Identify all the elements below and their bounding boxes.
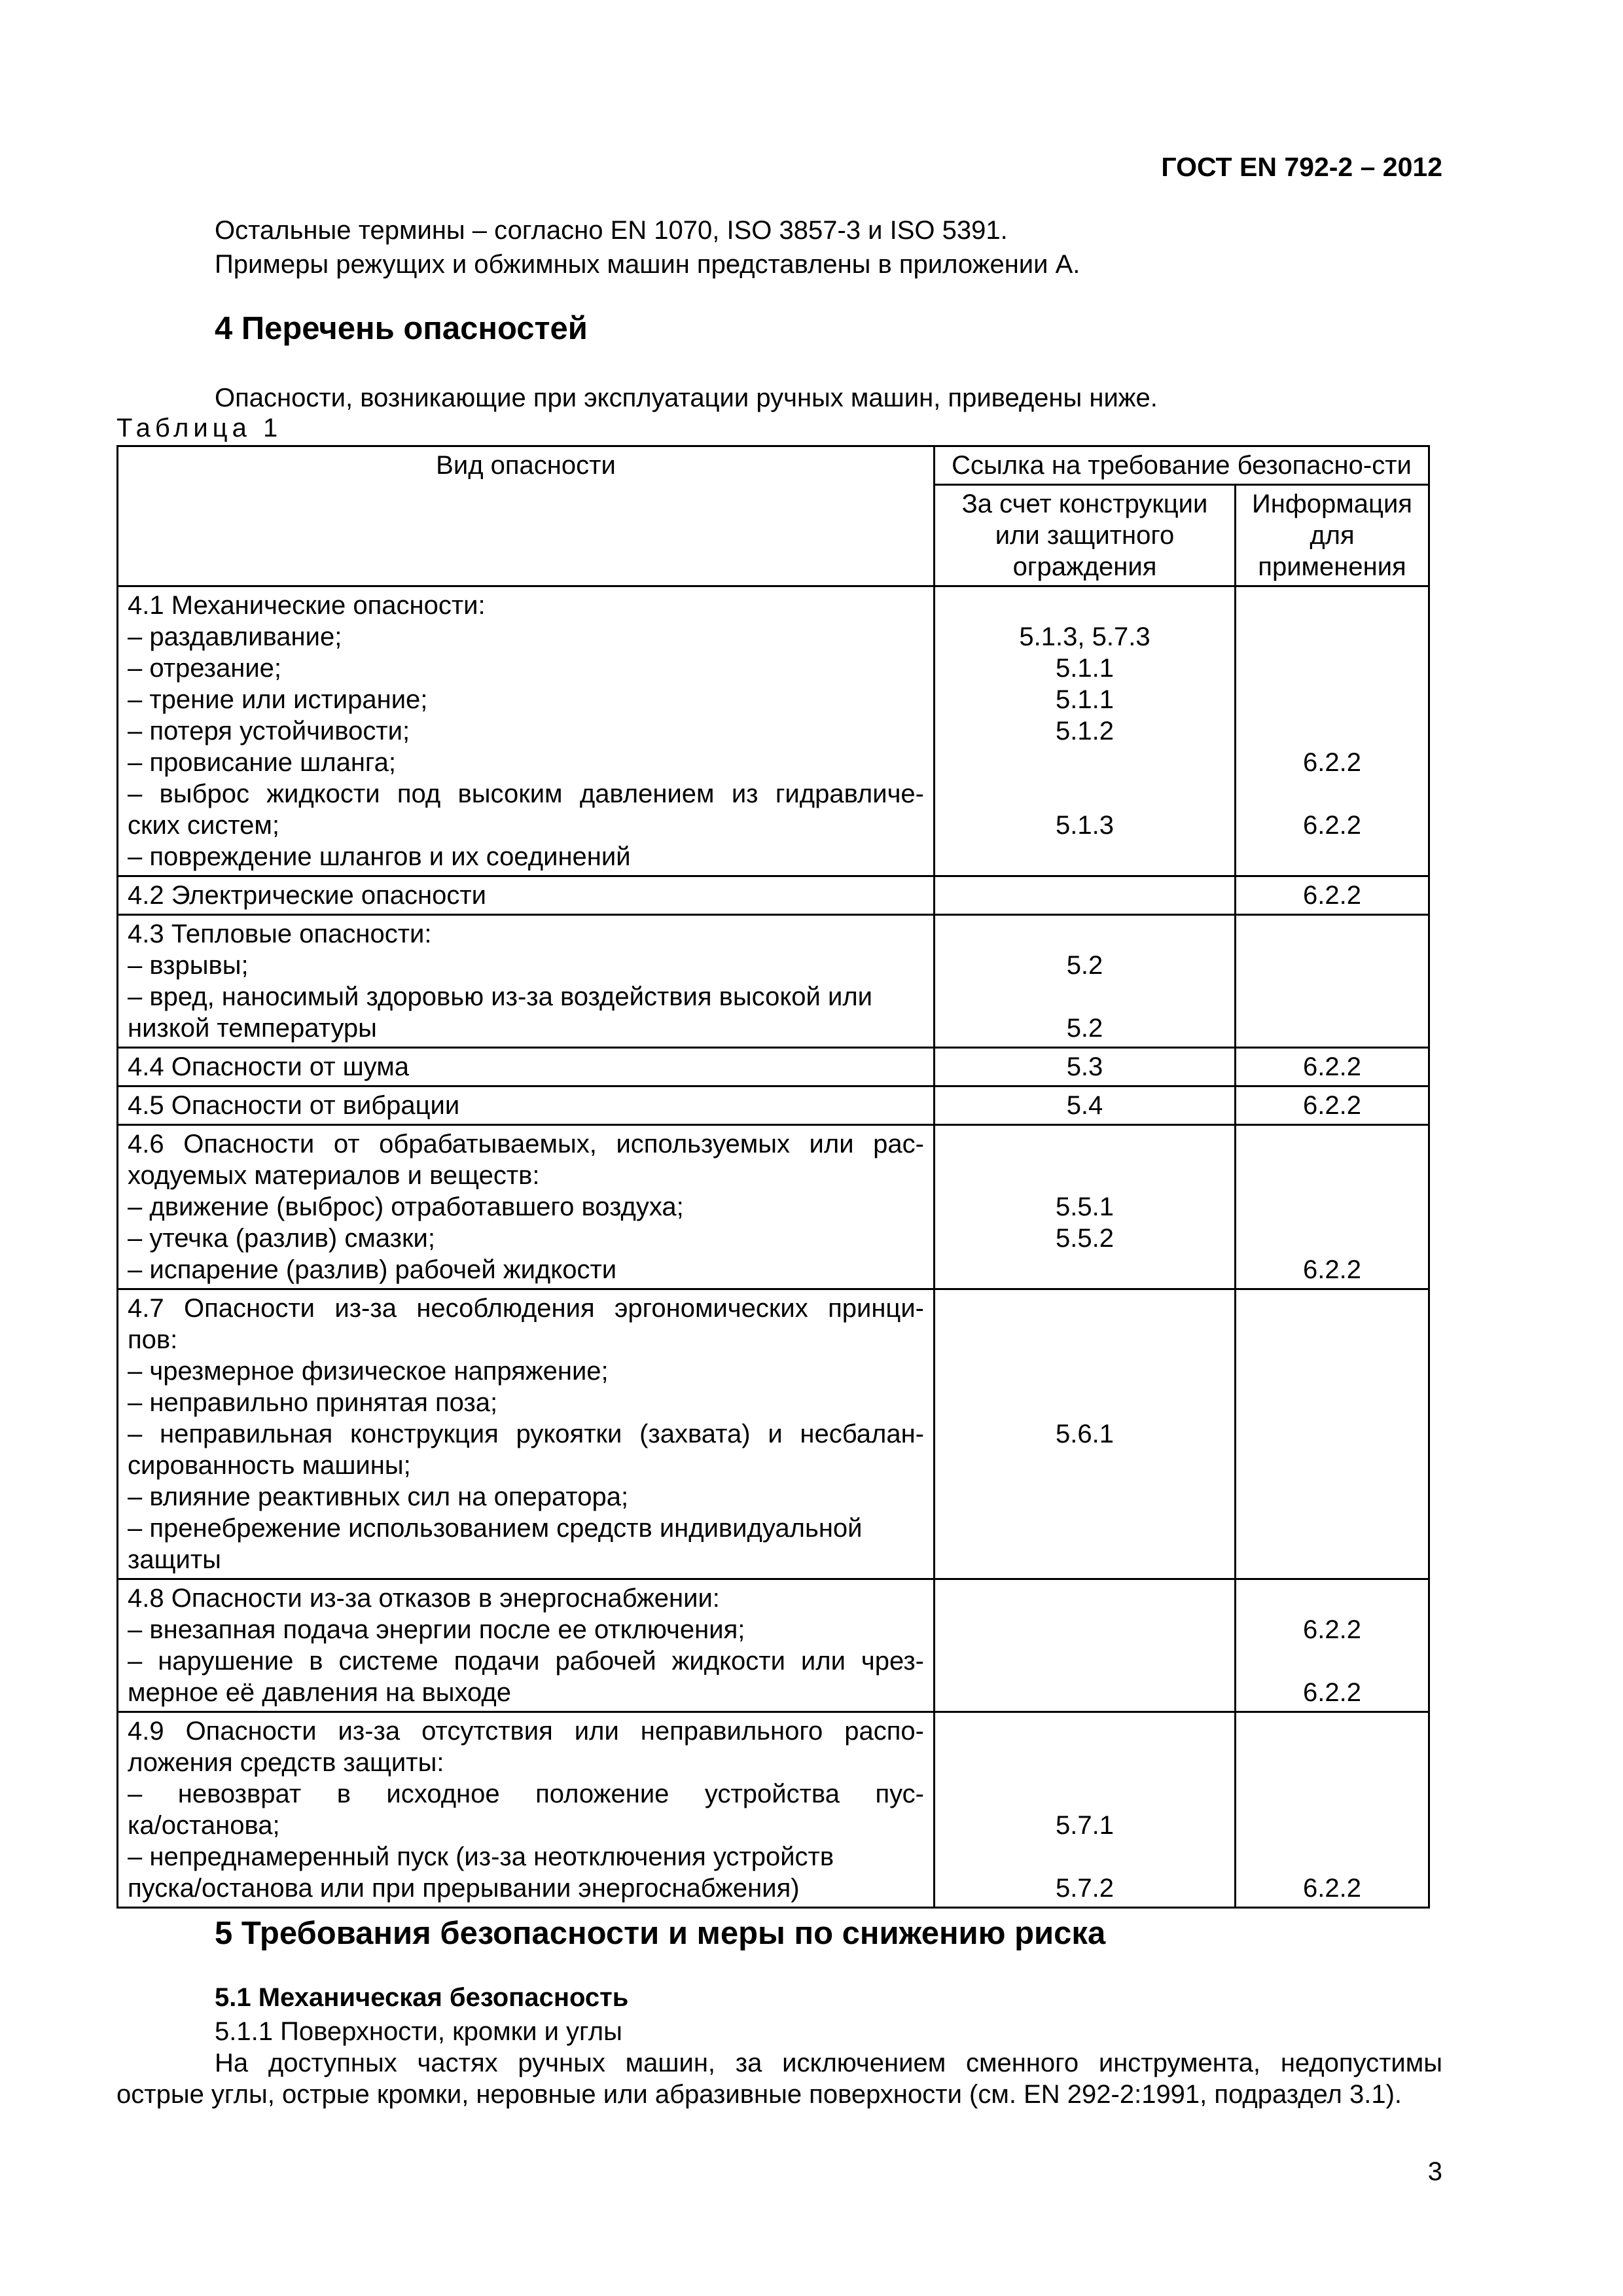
hazard-line: – чрезмерное физическое напряжение; (128, 1357, 609, 1386)
reference-value: 5.5.1 (1056, 1193, 1114, 1221)
table-row (118, 1289, 1429, 1579)
reference-value (1240, 715, 1424, 747)
reference-value: 5.2 (1066, 951, 1103, 980)
reference-value (939, 1715, 1230, 1747)
reference-value: 6.2.2 (1303, 748, 1361, 777)
reference-value (939, 1450, 1230, 1481)
hazard-cell (118, 1125, 935, 1289)
hazard-line: – неправильная конструкция рукоятки (захвата) и несбалан- (128, 1420, 924, 1448)
design-ref-cell (935, 915, 1236, 1048)
reference-value: 5.1.2 (1056, 717, 1114, 745)
info-ref-cell (1236, 1712, 1429, 1908)
reference-value (1240, 950, 1424, 981)
info-ref-cell (1236, 1086, 1429, 1125)
table-row (118, 915, 1429, 1048)
hazard-line: – раздавливание; (128, 622, 342, 651)
subsection-5-1-title: 5.1 Механическая безопасность (215, 1983, 629, 2012)
reference-value (1240, 1128, 1424, 1160)
hazard-cell (118, 1048, 935, 1086)
hazard-cell (118, 1712, 935, 1908)
reference-value (939, 981, 1230, 1013)
reference-value: 5.1.1 (1056, 685, 1114, 714)
reference-value (939, 1324, 1230, 1355)
hazard-line: – внезапная подача энергии после ее отключения; (128, 1615, 745, 1644)
reference-value: 6.2.2 (1303, 811, 1361, 840)
section-4-title: 4 Перечень опасностей (215, 311, 588, 346)
reference-value (939, 590, 1230, 621)
hazard-line: 4.1 Механические опасности: (128, 591, 486, 620)
reference-value (939, 1778, 1230, 1810)
reference-value (1240, 1778, 1424, 1810)
hazard-line: – движение (выброс) отработавшего воздуха; (128, 1193, 684, 1221)
info-ref-cell (1236, 1289, 1429, 1579)
reference-value: 6.2.2 (1303, 1091, 1361, 1120)
info-ref-cell (1236, 1579, 1429, 1712)
hazard-line: ка/останова; (128, 1811, 280, 1840)
reference-value (939, 918, 1230, 950)
header-hazard-type: Вид опасности (118, 446, 935, 586)
hazard-line: пов: (128, 1325, 178, 1354)
reference-value (939, 1747, 1230, 1778)
paragraph-line-1 (215, 2046, 1442, 2080)
design-ref-cell (935, 1086, 1236, 1125)
table-row (118, 1048, 1429, 1086)
reference-value (1240, 590, 1424, 621)
reference-value (939, 1583, 1230, 1614)
reference-value (939, 1513, 1230, 1544)
reference-value (1240, 1450, 1424, 1481)
hazard-cell (118, 586, 935, 876)
hazard-cell (118, 876, 935, 915)
hazard-line: – повреждение шлангов и их соединений (128, 842, 631, 871)
hazard-line: – пренебрежение использованием средств индивидуальной (128, 1514, 863, 1543)
reference-value (1240, 981, 1424, 1013)
hazard-line: – провисание шланга; (128, 748, 396, 777)
design-ref-cell (935, 1048, 1236, 1086)
reference-value: 5.1.1 (1056, 654, 1114, 683)
reference-value: 6.2.2 (1303, 1615, 1361, 1644)
hazard-line: – неправильно принятая поза; (128, 1388, 498, 1417)
reference-value (939, 1355, 1230, 1387)
reference-value (1240, 1223, 1424, 1254)
table-body (118, 586, 1429, 1908)
reference-value (939, 1677, 1230, 1708)
reference-value (1240, 1513, 1424, 1544)
design-ref-cell (935, 1289, 1236, 1579)
intro-line-2: Примеры режущих и обжимных машин представлены в приложении А. (215, 250, 1080, 279)
header-info-for-use: Информация для применения (1236, 485, 1429, 586)
reference-value (1240, 1841, 1424, 1873)
hazard-line: – вред, наносимый здоровью из-за воздействия высокой или (128, 982, 873, 1011)
doc-code-header: ГОСТ EN 792-2 – 2012 (1161, 152, 1442, 182)
header-by-design: За счет конструкции или защитного ограждения (935, 485, 1236, 586)
reference-value (1240, 1583, 1424, 1614)
reference-value (939, 1481, 1230, 1513)
hazard-line: 4.2 Электрические опасности (128, 881, 487, 910)
reference-value (939, 1160, 1230, 1191)
reference-value (939, 1841, 1230, 1873)
reference-value (939, 747, 1230, 778)
reference-value (939, 1387, 1230, 1418)
paragraph-text-1: На доступных частях ручных машин, за исключением сменного инструмента, недопустимы (215, 2049, 1442, 2077)
reference-value (1240, 918, 1424, 950)
reference-value: 5.3 (1066, 1052, 1103, 1081)
reference-value (1240, 1747, 1424, 1778)
hazard-line: – выброс жидкости под высоким давлением из гидравличе- (128, 780, 924, 808)
reference-value: 5.7.2 (1056, 1874, 1114, 1903)
reference-value (1240, 1810, 1424, 1841)
table-row (118, 1579, 1429, 1712)
hazard-line: – отрезание; (128, 654, 282, 683)
section-5-title: 5 Требования безопасности и меры по снижению риска (215, 1916, 1106, 1951)
table-header-row (118, 446, 1429, 485)
hazard-line: 4.3 Тепловые опасности: (128, 920, 432, 948)
reference-value (1240, 1355, 1424, 1387)
reference-value (1240, 778, 1424, 810)
design-ref-cell (935, 1712, 1236, 1908)
reference-value: 5.5.2 (1056, 1224, 1114, 1253)
hazard-line: – трение или истирание; (128, 685, 428, 714)
header-reference-group: Ссылка на требование безопасно-сти (935, 446, 1429, 485)
info-ref-cell (1236, 915, 1429, 1048)
reference-value (1240, 684, 1424, 715)
design-ref-cell (935, 1579, 1236, 1712)
reference-value: 5.6.1 (1056, 1420, 1114, 1448)
hazard-line: 4.6 Опасности от обрабатываемых, используемых или рас- (128, 1130, 924, 1158)
design-ref-cell (935, 1125, 1236, 1289)
info-ref-cell (1236, 586, 1429, 876)
reference-value (939, 1645, 1230, 1677)
design-ref-cell (935, 876, 1236, 915)
reference-value (1240, 1293, 1424, 1324)
hazard-line: 4.5 Опасности от вибрации (128, 1091, 460, 1120)
hazard-line: 4.9 Опасности из-за отсутствия или неправильного распо- (128, 1717, 924, 1746)
hazard-line: – непреднамеренный пуск (из-за неотключения устройств (128, 1842, 834, 1871)
reference-value (1240, 621, 1424, 653)
table-row (118, 1086, 1429, 1125)
hazard-line: 4.7 Опасности из-за несоблюдения эргономических принци- (128, 1294, 924, 1323)
hazard-line: пуска/останова или при прерывании энергоснабжения) (128, 1874, 800, 1903)
page-number: 3 (1427, 2157, 1442, 2186)
reference-value: 5.1.3 (1056, 811, 1114, 840)
table-row (118, 1125, 1429, 1289)
reference-value: 6.2.2 (1303, 881, 1361, 910)
subsection-5-1-1-title: 5.1.1 Поверхности, кромки и углы (215, 2017, 622, 2046)
hazard-cell (118, 915, 935, 1048)
reference-value: 6.2.2 (1303, 1874, 1361, 1903)
table-row (118, 586, 1429, 876)
table-caption: Таблица 1 (116, 414, 283, 442)
reference-value: 5.4 (1066, 1091, 1103, 1120)
reference-value: 5.1.3, 5.7.3 (1019, 622, 1150, 651)
info-ref-cell (1236, 1125, 1429, 1289)
hazard-line: – взрывы; (128, 951, 249, 980)
reference-value (1240, 1160, 1424, 1191)
reference-value (1240, 841, 1424, 872)
reference-value (939, 778, 1230, 810)
hazard-line: – влияние реактивных сил на оператора; (128, 1482, 629, 1511)
hazard-line: – потеря устойчивости; (128, 717, 410, 745)
section-4-text: Опасности, возникающие при эксплуатации ручных машин, приведены ниже. (215, 384, 1158, 412)
reference-value (1240, 1013, 1424, 1044)
reference-value (1240, 1418, 1424, 1450)
reference-value (939, 841, 1230, 872)
table-row (118, 1712, 1429, 1908)
hazard-line: – нарушение в системе подачи рабочей жидкости или чрез- (128, 1647, 924, 1676)
design-ref-cell (935, 586, 1236, 876)
reference-value (939, 880, 1230, 911)
hazard-line: мерное её давления на выходе (128, 1678, 511, 1707)
reference-value (939, 1614, 1230, 1645)
reference-value (1240, 1715, 1424, 1747)
hazard-line: ложения средств защиты: (128, 1748, 444, 1777)
hazard-line: низкой температуры (128, 1014, 377, 1043)
reference-value: 6.2.2 (1303, 1052, 1361, 1081)
hazard-line: ходуемых материалов и веществ: (128, 1161, 540, 1190)
hazard-line: защиты (128, 1545, 221, 1574)
paragraph-line-2: острые углы, острые кромки, неровные или абразивные поверхности (см. EN 292-2:1991, подраздел 3.1). (116, 2080, 1402, 2109)
reference-value (1240, 653, 1424, 684)
reference-value: 6.2.2 (1303, 1678, 1361, 1707)
reference-value (939, 1293, 1230, 1324)
reference-value (1240, 1645, 1424, 1677)
reference-value (1240, 1387, 1424, 1418)
reference-value (1240, 1544, 1424, 1575)
reference-value (1240, 1481, 1424, 1513)
hazard-line: ских систем; (128, 811, 280, 840)
hazard-line: – испарение (разлив) рабочей жидкости (128, 1255, 617, 1284)
reference-value (1240, 1191, 1424, 1223)
table-row (118, 876, 1429, 915)
reference-value: 6.2.2 (1303, 1255, 1361, 1284)
hazard-cell (118, 1086, 935, 1125)
hazards-table (116, 445, 1430, 1909)
intro-line-1: Остальные термины – согласно EN 1070, ISO 3857-3 и ISO 5391. (215, 216, 1008, 245)
hazard-cell (118, 1289, 935, 1579)
reference-value (1240, 1324, 1424, 1355)
info-ref-cell (1236, 1048, 1429, 1086)
info-ref-cell (1236, 876, 1429, 915)
reference-value: 5.2 (1066, 1014, 1103, 1043)
reference-value (939, 1544, 1230, 1575)
hazard-cell (118, 1579, 935, 1712)
reference-value (939, 1254, 1230, 1285)
hazard-line: 4.8 Опасности из-за отказов в энергоснабжении: (128, 1584, 720, 1613)
hazard-line: – утечка (разлив) смазки; (128, 1224, 435, 1253)
reference-value: 5.7.1 (1056, 1811, 1114, 1840)
reference-value (939, 1128, 1230, 1160)
hazard-line: 4.4 Опасности от шума (128, 1052, 410, 1081)
hazard-line: – невозврат в исходное положение устройства пус- (128, 1780, 924, 1808)
hazard-line: сированность машины; (128, 1451, 411, 1480)
